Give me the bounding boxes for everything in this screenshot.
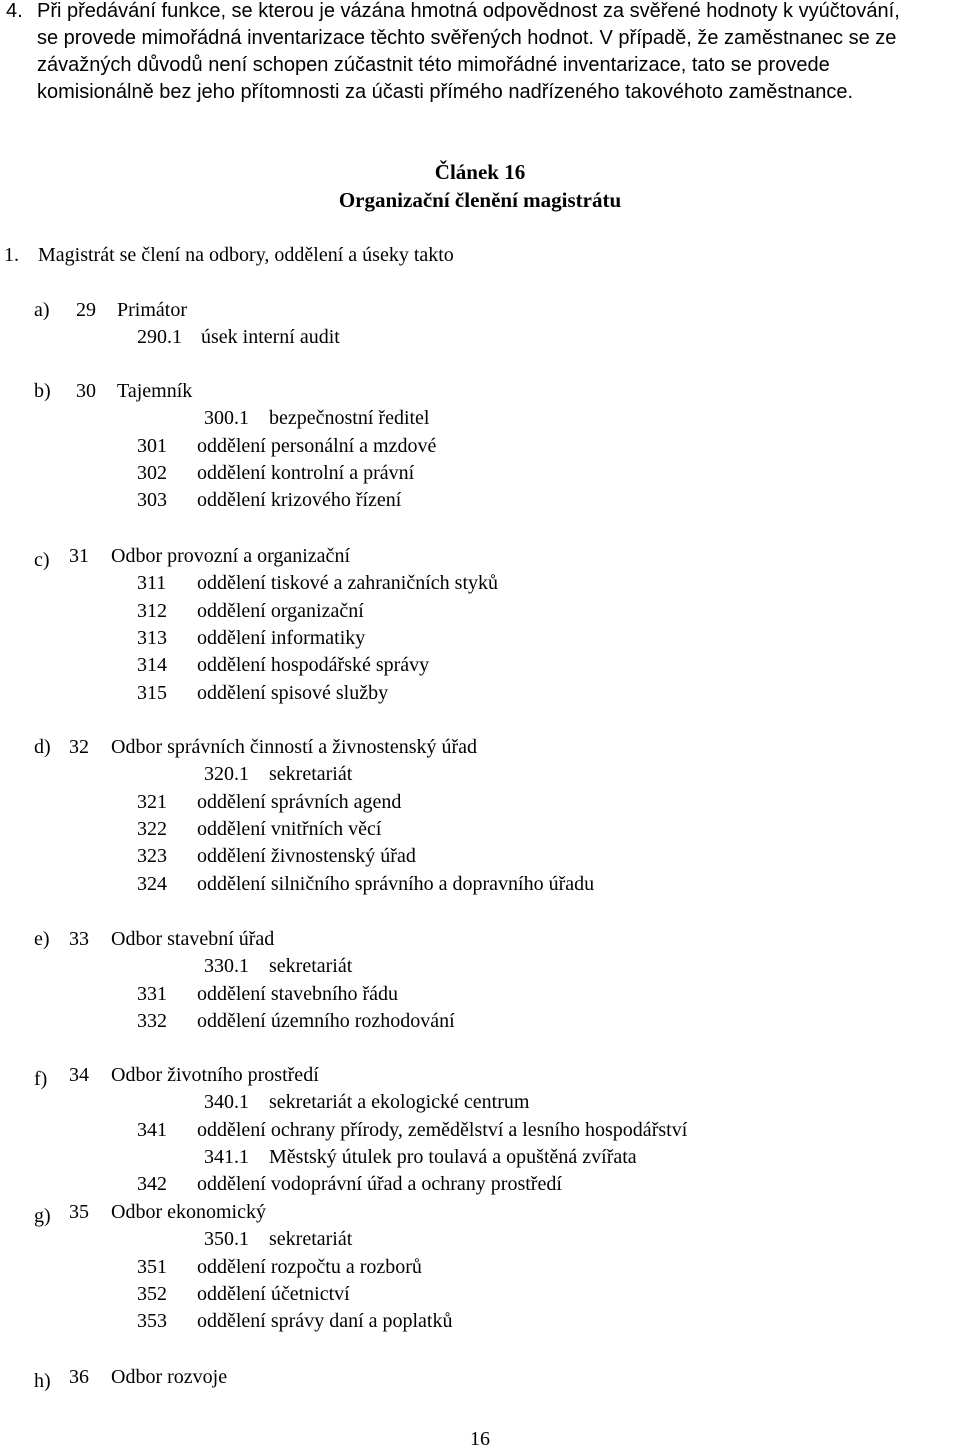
item-code: 350.1 [204,1228,249,1251]
item-name: oddělení správy daní a poplatků [197,1310,453,1333]
item-name: sekretariát a ekologické centrum [269,1091,530,1114]
clause-text: Magistrát se člení na odbory, oddělení a úseky takto [38,244,454,266]
item-code: 320.1 [204,763,249,786]
item-code: 315 [137,681,167,704]
group-letter: a) [34,299,50,321]
item-code: 300.1 [204,407,249,430]
item-code: 301 [137,434,167,457]
item-code: 311 [137,572,167,595]
item-name: sekretariát [269,955,353,978]
group-name: Odbor rozvoje [111,1366,228,1388]
item-code: 351 [137,1255,167,1278]
item-code: 303 [137,489,167,512]
group-letter: e) [34,928,50,950]
group-name: Odbor životního prostředí [111,1064,319,1086]
item-code: 323 [137,845,167,868]
group-name: Odbor ekonomický [111,1201,266,1223]
intro-line: se provede mimořádná inventarizace těchto svěřených hodnot. V případě, že zaměstnanec se ze [37,27,897,49]
item-name: oddělení krizového řízení [197,489,402,512]
group-letter: f) [34,1068,48,1090]
item-name: oddělení rozpočtu a rozborů [197,1255,422,1278]
item-name: oddělení silničního správního a dopravního úřadu [197,872,595,895]
clause-number: 1. [4,244,19,266]
group-code: 34 [69,1064,89,1086]
item-name: sekretariát [269,763,353,786]
group-letter: h) [34,1370,51,1392]
item-code: 321 [137,790,167,813]
group-code: 32 [69,736,89,758]
item-name: oddělení spisové služby [197,681,389,704]
group-name: Odbor provozní a organizační [111,545,350,567]
item-name: oddělení ochrany přírody, zemědělství a lesního hospodářství [197,1118,688,1141]
item-name: oddělení hospodářské správy [197,654,430,677]
item-name: Městský útulek pro toulavá a opuštěná zvířata [269,1145,637,1168]
item-code: 341.1 [204,1145,249,1168]
item-name: oddělení vnitřních věcí [197,817,382,840]
intro-number: 4. [6,0,23,22]
group-name: Odbor správních činností a živnostenský úřad [111,736,478,758]
article-title: Článek 16 [434,160,526,184]
item-name: oddělení územního rozhodování [197,1009,455,1032]
group-letter: c) [34,549,50,571]
item-code: 340.1 [204,1091,249,1114]
group-code: 33 [69,928,89,950]
item-code: 352 [137,1282,167,1305]
article-subtitle: Organizační členění magistrátu [338,188,622,212]
item-code: 313 [137,626,167,649]
item-name: sekretariát [269,1228,353,1251]
item-name: oddělení personální a mzdové [197,434,437,457]
item-name: oddělení správních agend [197,790,402,813]
intro-line: závažných důvodů není schopen zúčastnit této mimořádné inventarizace, tato se provede [37,54,830,76]
group-letter: b) [34,380,51,402]
item-code: 312 [137,599,167,622]
group-code: 30 [76,380,96,402]
item-name: oddělení kontrolní a právní [197,461,415,484]
group-name: Odbor stavební úřad [111,928,275,950]
item-name: úsek interní audit [201,326,340,349]
intro-line: Při předávání funkce, se kterou je vázána hmotná odpovědnost za svěřené hodnoty k vyúčtování, [37,0,900,22]
item-name: oddělení informatiky [197,626,366,649]
group-name: Tajemník [117,380,193,402]
intro-line: komisionálně bez jeho přítomnosti za účasti přímého nadřízeného takovéhoto zaměstnance. [37,81,854,103]
item-name: oddělení vodoprávní úřad a ochrany prostředí [197,1173,562,1196]
group-code: 29 [76,299,96,321]
item-name: oddělení organizační [197,599,364,622]
group-name: Primátor [117,299,187,321]
item-name: oddělení tiskové a zahraničních styků [197,572,499,595]
page-number: 16 [470,1428,490,1450]
group-letter: d) [34,736,51,758]
item-name: oddělení živnostenský úřad [197,845,416,868]
item-code: 332 [137,1009,167,1032]
item-code: 290.1 [137,326,182,349]
item-name: oddělení stavebního řádu [197,982,399,1005]
group-code: 35 [69,1201,89,1223]
item-name: bezpečnostní ředitel [269,407,430,430]
item-name: oddělení účetnictví [197,1282,350,1305]
item-code: 330.1 [204,955,249,978]
item-code: 322 [137,817,167,840]
item-code: 353 [137,1310,167,1333]
group-code: 31 [69,545,89,567]
item-code: 314 [137,654,167,677]
item-code: 331 [137,982,167,1005]
item-code: 302 [137,461,167,484]
group-letter: g) [34,1205,51,1227]
item-code: 324 [137,872,167,895]
item-code: 342 [137,1173,167,1196]
item-code: 341 [137,1118,167,1141]
group-code: 36 [69,1366,89,1388]
